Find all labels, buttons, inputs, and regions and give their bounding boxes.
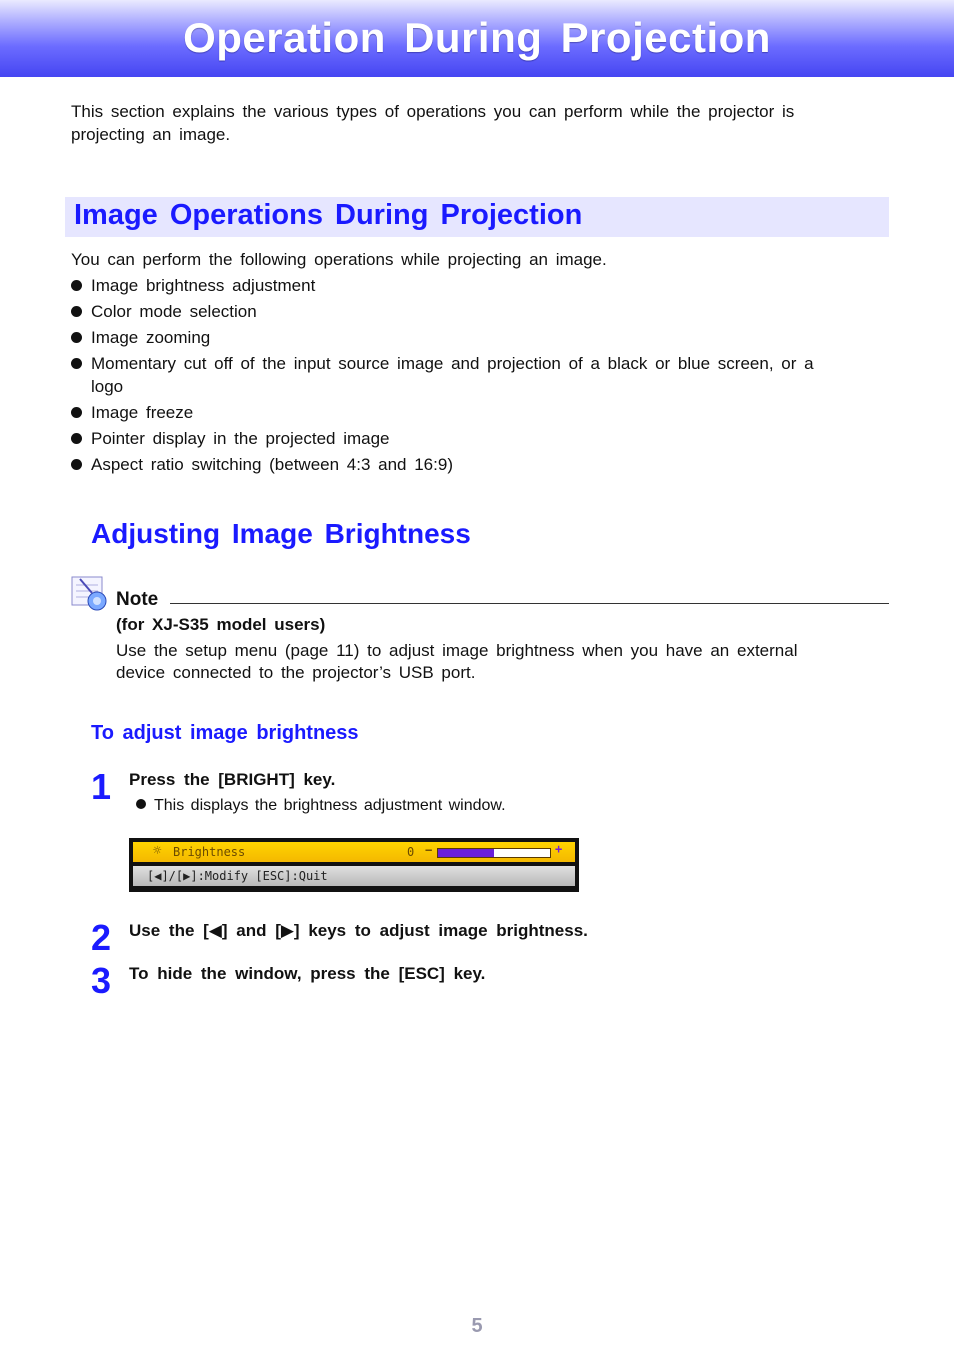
note-divider: [170, 603, 889, 604]
list-item: Image freeze: [71, 401, 841, 424]
osd-value: 0: [407, 845, 415, 859]
step-sub-1: This displays the brightness adjustment window.: [136, 797, 506, 815]
bullet-icon: [71, 459, 82, 470]
list-item: Momentary cut off of the input source image and projection of a black or blue screen, or a logo: [71, 352, 841, 398]
step-text-2: Use the [◀] and [▶] keys to adjust image brightness.: [129, 921, 588, 940]
title-banner: [0, 0, 954, 77]
step-number-3: 3: [91, 960, 112, 1001]
operations-list: [71, 274, 841, 479]
list-item: Image brightness adjustment: [71, 274, 841, 297]
osd-label: Brightness: [173, 845, 246, 859]
procedure-title: To adjust image brightness: [91, 722, 359, 744]
osd-brightness-row: [133, 842, 575, 862]
step-text-3: To hide the window, press the [ESC] key.: [129, 964, 486, 983]
note-subtitle: (for XJ-S35 model users): [116, 615, 326, 634]
page-title: Operation During Projection: [183, 14, 771, 61]
list-item: Color mode selection: [71, 300, 841, 323]
bullet-icon: [71, 358, 82, 369]
section-heading-band: [65, 197, 889, 237]
bullet-icon: [136, 799, 146, 809]
section-title: Image Operations During Projection: [74, 199, 583, 231]
minus-icon: −: [425, 843, 433, 857]
step-text-1: Press the [BRIGHT] key.: [129, 770, 336, 789]
note-label: Note: [116, 589, 159, 610]
page-number: 5: [471, 1315, 483, 1337]
note-pencil-icon: [70, 575, 112, 613]
section-lead: You can perform the following operations while projecting an image.: [71, 250, 607, 269]
list-item: Pointer display in the projected image: [71, 427, 841, 450]
step-number-2: 2: [91, 917, 112, 958]
bullet-icon: [71, 407, 82, 418]
osd-hint: [◀]/[▶]:Modify [ESC]:Quit: [133, 866, 575, 886]
bullet-icon: [71, 433, 82, 444]
list-item: Image zooming: [71, 326, 841, 349]
subsection-title: Adjusting Image Brightness: [91, 518, 471, 549]
brightness-bar-fill: [438, 849, 494, 857]
brightness-bar: [437, 848, 551, 858]
bullet-icon: [71, 280, 82, 291]
brightness-osd-window: [129, 838, 579, 892]
intro-paragraph: This section explains the various types of operations you can perform while the projector is projecting an image.: [71, 102, 795, 144]
note-body: Use the setup menu (page 11) to adjust image brightness when you have an external device connected to the projector’s USB port.: [116, 641, 798, 682]
sun-icon: ☼: [153, 843, 162, 859]
list-item: Aspect ratio switching (between 4:3 and 16:9): [71, 453, 841, 476]
bullet-icon: [71, 332, 82, 343]
plus-icon: +: [555, 842, 563, 856]
bullet-icon: [71, 306, 82, 317]
step-number-1: 1: [91, 766, 112, 807]
